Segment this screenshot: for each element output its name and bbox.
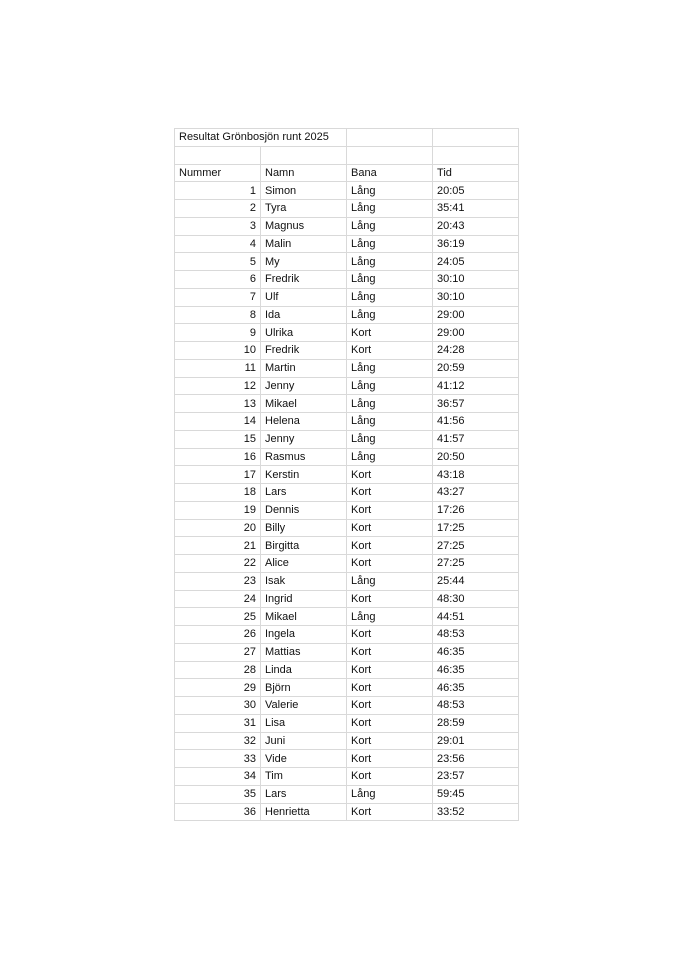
cell-course: Lång (347, 217, 433, 235)
cell-course: Kort (347, 590, 433, 608)
table-row (175, 732, 519, 750)
cell-number: 6 (175, 271, 261, 289)
cell-course: Kort (347, 324, 433, 342)
cell-course: Lång (347, 253, 433, 271)
empty-cell (261, 146, 347, 164)
cell-course: Kort (347, 555, 433, 573)
cell-time: 28:59 (433, 714, 519, 732)
cell-number: 30 (175, 697, 261, 715)
table-row (175, 803, 519, 821)
empty-cell (433, 129, 519, 147)
cell-number: 8 (175, 306, 261, 324)
cell-name: Ulrika (261, 324, 347, 342)
cell-name: Fredrik (261, 271, 347, 289)
cell-name: Mikael (261, 395, 347, 413)
cell-time: 20:59 (433, 359, 519, 377)
cell-time: 48:53 (433, 626, 519, 644)
cell-number: 34 (175, 768, 261, 786)
cell-time: 24:28 (433, 342, 519, 360)
title-row (175, 129, 519, 147)
table-row (175, 572, 519, 590)
table-row (175, 271, 519, 289)
cell-number: 23 (175, 572, 261, 590)
table-row (175, 324, 519, 342)
table-row (175, 484, 519, 502)
cell-number: 10 (175, 342, 261, 360)
cell-time: 41:57 (433, 430, 519, 448)
cell-number: 25 (175, 608, 261, 626)
blank-row (175, 146, 519, 164)
cell-number: 15 (175, 430, 261, 448)
table-row (175, 555, 519, 573)
cell-course: Kort (347, 519, 433, 537)
header-course: Bana (347, 164, 433, 182)
table-row (175, 466, 519, 484)
cell-number: 7 (175, 288, 261, 306)
cell-time: 27:25 (433, 537, 519, 555)
table-row (175, 537, 519, 555)
table-row (175, 519, 519, 537)
cell-name: Martin (261, 359, 347, 377)
cell-time: 30:10 (433, 271, 519, 289)
table-row (175, 413, 519, 431)
table-row (175, 501, 519, 519)
cell-name: Henrietta (261, 803, 347, 821)
cell-course: Kort (347, 626, 433, 644)
cell-course: Lång (347, 395, 433, 413)
cell-time: 48:30 (433, 590, 519, 608)
cell-name: Ulf (261, 288, 347, 306)
cell-time: 41:12 (433, 377, 519, 395)
cell-course: Lång (347, 359, 433, 377)
sheet-title: Resultat Grönbosjön runt 2025 (175, 129, 347, 147)
cell-name: Rasmus (261, 448, 347, 466)
cell-course: Kort (347, 537, 433, 555)
cell-number: 26 (175, 626, 261, 644)
cell-name: Ingela (261, 626, 347, 644)
cell-course: Kort (347, 679, 433, 697)
cell-name: Lars (261, 484, 347, 502)
cell-number: 13 (175, 395, 261, 413)
cell-name: Jenny (261, 430, 347, 448)
cell-time: 20:50 (433, 448, 519, 466)
cell-course: Lång (347, 377, 433, 395)
cell-course: Lång (347, 413, 433, 431)
cell-name: Simon (261, 182, 347, 200)
cell-number: 17 (175, 466, 261, 484)
cell-time: 46:35 (433, 643, 519, 661)
cell-course: Lång (347, 271, 433, 289)
cell-course: Kort (347, 643, 433, 661)
cell-name: Dennis (261, 501, 347, 519)
cell-course: Kort (347, 732, 433, 750)
cell-number: 14 (175, 413, 261, 431)
cell-number: 9 (175, 324, 261, 342)
cell-time: 17:26 (433, 501, 519, 519)
cell-time: 30:10 (433, 288, 519, 306)
cell-course: Kort (347, 768, 433, 786)
table-row (175, 590, 519, 608)
table-row (175, 697, 519, 715)
cell-name: Mikael (261, 608, 347, 626)
cell-name: Tim (261, 768, 347, 786)
cell-name: Alice (261, 555, 347, 573)
cell-name: Vide (261, 750, 347, 768)
cell-course: Lång (347, 572, 433, 590)
cell-number: 11 (175, 359, 261, 377)
cell-time: 46:35 (433, 661, 519, 679)
table-row (175, 430, 519, 448)
cell-number: 33 (175, 750, 261, 768)
cell-time: 46:35 (433, 679, 519, 697)
cell-name: Helena (261, 413, 347, 431)
cell-name: Magnus (261, 217, 347, 235)
cell-time: 36:19 (433, 235, 519, 253)
table-row (175, 235, 519, 253)
cell-name: Jenny (261, 377, 347, 395)
header-number: Nummer (175, 164, 261, 182)
cell-course: Lång (347, 430, 433, 448)
empty-cell (347, 146, 433, 164)
cell-number: 21 (175, 537, 261, 555)
cell-number: 20 (175, 519, 261, 537)
cell-number: 32 (175, 732, 261, 750)
empty-cell (433, 146, 519, 164)
cell-name: Birgitta (261, 537, 347, 555)
cell-name: Billy (261, 519, 347, 537)
cell-time: 35:41 (433, 200, 519, 218)
cell-course: Kort (347, 661, 433, 679)
cell-number: 36 (175, 803, 261, 821)
table-row (175, 714, 519, 732)
cell-name: Lars (261, 785, 347, 803)
cell-time: 20:05 (433, 182, 519, 200)
table-row (175, 768, 519, 786)
cell-number: 24 (175, 590, 261, 608)
header-time: Tid (433, 164, 519, 182)
cell-name: Tyra (261, 200, 347, 218)
table-row (175, 750, 519, 768)
cell-name: Ingrid (261, 590, 347, 608)
cell-time: 20:43 (433, 217, 519, 235)
cell-number: 28 (175, 661, 261, 679)
header-row (175, 164, 519, 182)
cell-number: 27 (175, 643, 261, 661)
empty-cell (347, 129, 433, 147)
cell-number: 5 (175, 253, 261, 271)
cell-time: 24:05 (433, 253, 519, 271)
cell-time: 29:01 (433, 732, 519, 750)
cell-time: 36:57 (433, 395, 519, 413)
cell-name: My (261, 253, 347, 271)
table-row (175, 785, 519, 803)
table-row (175, 288, 519, 306)
cell-course: Kort (347, 714, 433, 732)
table-row (175, 377, 519, 395)
cell-course: Kort (347, 501, 433, 519)
cell-time: 43:18 (433, 466, 519, 484)
cell-time: 29:00 (433, 306, 519, 324)
cell-course: Lång (347, 200, 433, 218)
cell-name: Ida (261, 306, 347, 324)
table-row (175, 200, 519, 218)
table-row (175, 679, 519, 697)
table-row (175, 608, 519, 626)
cell-course: Lång (347, 235, 433, 253)
cell-time: 33:52 (433, 803, 519, 821)
empty-cell (175, 146, 261, 164)
cell-name: Linda (261, 661, 347, 679)
cell-number: 12 (175, 377, 261, 395)
table-row (175, 306, 519, 324)
cell-time: 23:57 (433, 768, 519, 786)
cell-course: Lång (347, 288, 433, 306)
cell-course: Kort (347, 342, 433, 360)
cell-course: Lång (347, 785, 433, 803)
cell-number: 16 (175, 448, 261, 466)
cell-number: 22 (175, 555, 261, 573)
table-row (175, 359, 519, 377)
cell-number: 35 (175, 785, 261, 803)
cell-name: Mattias (261, 643, 347, 661)
cell-name: Isak (261, 572, 347, 590)
table-row (175, 626, 519, 644)
cell-name: Lisa (261, 714, 347, 732)
cell-number: 29 (175, 679, 261, 697)
cell-time: 25:44 (433, 572, 519, 590)
results-table (174, 128, 519, 821)
cell-course: Lång (347, 608, 433, 626)
cell-course: Kort (347, 750, 433, 768)
table-row (175, 217, 519, 235)
table-row (175, 661, 519, 679)
cell-course: Kort (347, 697, 433, 715)
table-row (175, 182, 519, 200)
results-table-body (175, 129, 519, 821)
cell-course: Kort (347, 466, 433, 484)
cell-course: Lång (347, 182, 433, 200)
table-row (175, 342, 519, 360)
cell-name: Fredrik (261, 342, 347, 360)
cell-name: Björn (261, 679, 347, 697)
header-name: Namn (261, 164, 347, 182)
cell-time: 23:56 (433, 750, 519, 768)
cell-number: 19 (175, 501, 261, 519)
cell-time: 43:27 (433, 484, 519, 502)
cell-number: 4 (175, 235, 261, 253)
cell-course: Lång (347, 448, 433, 466)
cell-number: 3 (175, 217, 261, 235)
cell-course: Kort (347, 484, 433, 502)
cell-name: Valerie (261, 697, 347, 715)
table-row (175, 448, 519, 466)
cell-name: Malin (261, 235, 347, 253)
cell-time: 27:25 (433, 555, 519, 573)
cell-time: 59:45 (433, 785, 519, 803)
cell-number: 1 (175, 182, 261, 200)
cell-course: Lång (347, 306, 433, 324)
cell-time: 17:25 (433, 519, 519, 537)
cell-number: 31 (175, 714, 261, 732)
cell-time: 44:51 (433, 608, 519, 626)
cell-course: Kort (347, 803, 433, 821)
cell-time: 29:00 (433, 324, 519, 342)
table-row (175, 643, 519, 661)
table-row (175, 395, 519, 413)
cell-time: 48:53 (433, 697, 519, 715)
table-row (175, 253, 519, 271)
cell-name: Juni (261, 732, 347, 750)
cell-name: Kerstin (261, 466, 347, 484)
cell-time: 41:56 (433, 413, 519, 431)
cell-number: 18 (175, 484, 261, 502)
cell-number: 2 (175, 200, 261, 218)
